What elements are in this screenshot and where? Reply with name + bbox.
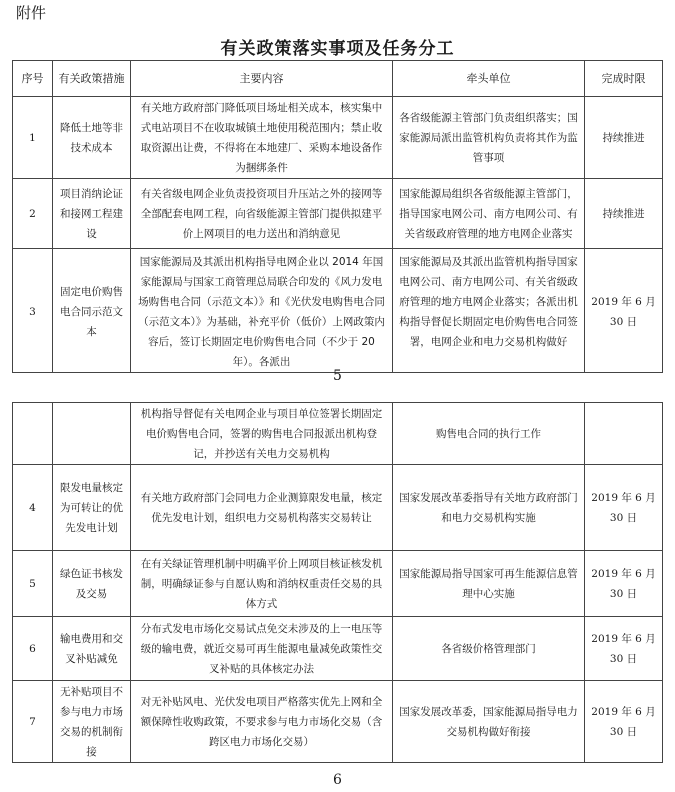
row-lead-unit: 国家能源局及其派出监管机构指导国家电网公司、南方电网公司、有关省级政府管理的地方电网企业落实；各派出机构指导督促长期固定电价购售电合同签署，电网企业和电力交易机构做好 [393, 249, 585, 373]
row-measure: 固定电价购售电合同示范文本 [53, 249, 131, 373]
row-content: 有关地方政府部门降低项目场址相关成本，核实集中式电站项目不在收取城镇土地使用税范围内；禁止收取资源出让费，不得将在本地建厂、采购本地设备作为捆绑条件 [131, 97, 393, 179]
row-deadline: 2019 年 6 月 30 日 [585, 681, 663, 763]
table-header-row [13, 61, 663, 97]
row-deadline: 2019 年 6 月 30 日 [585, 465, 663, 551]
row-lead-unit: 国家能源局指导国家可再生能源信息管理中心实施 [393, 551, 585, 617]
row-content: 分布式发电市场化交易试点免交未涉及的上一电压等级的输电费，就近交易可再生能源电量减免政策性交叉补贴的具体核定办法 [131, 617, 393, 681]
table-row [13, 179, 663, 249]
page-number: 6 [333, 772, 342, 788]
header-measure: 有关政策措施 [53, 61, 131, 97]
row-measure: 降低土地等非技术成本 [53, 97, 131, 179]
page-number: 5 [333, 368, 342, 384]
row-deadline: 2019 年 6 月 30 日 [585, 617, 663, 681]
row-deadline: 持续推进 [585, 179, 663, 249]
row-lead-unit: 国家发展改革委，国家能源局指导电力交易机构做好衔接 [393, 681, 585, 763]
row-seq: 7 [13, 681, 53, 763]
row-content: 国家能源局及其派出机构指导电网企业以 2014 年国家能源局与国家工商管理总局联合印发的《风力发电场购售电合同（示范文本）》和《光伏发电购售电合同（示范文本）》为基础，补充平价（低价）上网政策内容后，签订长期固定电价购售电合同（不少于 20 年）。各派出 [131, 249, 393, 373]
row-measure: 无补贴项目不参与电力市场交易的机制衔接 [53, 681, 131, 763]
row-deadline: 2019 年 6 月 30 日 [585, 249, 663, 373]
table-row [13, 403, 663, 465]
row-lead-unit: 各省级价格管理部门 [393, 617, 585, 681]
row-seq: 3 [13, 249, 53, 373]
row-seq: 4 [13, 465, 53, 551]
policy-table-page-1 [12, 60, 663, 373]
row-seq: 1 [13, 97, 53, 179]
row-seq: 2 [13, 179, 53, 249]
row-content: 有关地方政府部门会同电力企业测算限发电量，核定优先发电计划，组织电力交易机构落实交易转让 [131, 465, 393, 551]
row-content: 机构指导督促有关电网企业与项目单位签署长期固定电价购售电合同，签署的购售电合同报派出机构登记，并抄送有关电力交易机构 [131, 403, 393, 465]
row-measure: 绿色证书核发及交易 [53, 551, 131, 617]
table-row [13, 465, 663, 551]
row-seq [13, 403, 53, 465]
header-lead-unit: 牵头单位 [393, 61, 585, 97]
row-lead-unit: 国家能源局组织各省级能源主管部门，指导国家电网公司、南方电网公司、有关省级政府管理的地方电网企业落实 [393, 179, 585, 249]
row-measure [53, 403, 131, 465]
header-deadline: 完成时限 [585, 61, 663, 97]
row-content: 对无补贴风电、光伏发电项目严格落实优先上网和全额保障性收购政策，不要求参与电力市场化交易（含跨区电力市场化交易） [131, 681, 393, 763]
header-content: 主要内容 [131, 61, 393, 97]
row-deadline: 持续推进 [585, 97, 663, 179]
row-measure: 限发电量核定为可转让的优先发电计划 [53, 465, 131, 551]
row-deadline [585, 403, 663, 465]
table-row [13, 97, 663, 179]
row-seq: 5 [13, 551, 53, 617]
policy-table-page-2 [12, 402, 663, 763]
row-content: 有关省级电网企业负责投资项目升压站之外的接网等全部配套电网工程，向省级能源主管部门提供拟建平价上网项目的电力送出和消纳意见 [131, 179, 393, 249]
row-seq: 6 [13, 617, 53, 681]
row-deadline: 2019 年 6 月 30 日 [585, 551, 663, 617]
row-lead-unit: 各省级能源主管部门负责组织落实；国家能源局派出监管机构负责将其作为监管事项 [393, 97, 585, 179]
row-measure: 项目消纳论证和接网工程建设 [53, 179, 131, 249]
table-row [13, 617, 663, 681]
appendix-label: 附件 [16, 4, 47, 22]
table-row [13, 681, 663, 763]
header-seq: 序号 [13, 61, 53, 97]
row-measure: 输电费用和交叉补贴减免 [53, 617, 131, 681]
document-title: 有关政策落实事项及任务分工 [220, 39, 455, 59]
row-content: 在有关绿证管理机制中明确平价上网项目核证核发机制，明确绿证参与自愿认购和消纳权重责任交易的具体方式 [131, 551, 393, 617]
row-lead-unit: 购售电合同的执行工作 [393, 403, 585, 465]
row-lead-unit: 国家发展改革委指导有关地方政府部门和电力交易机构实施 [393, 465, 585, 551]
table-row [13, 249, 663, 373]
table-row [13, 551, 663, 617]
